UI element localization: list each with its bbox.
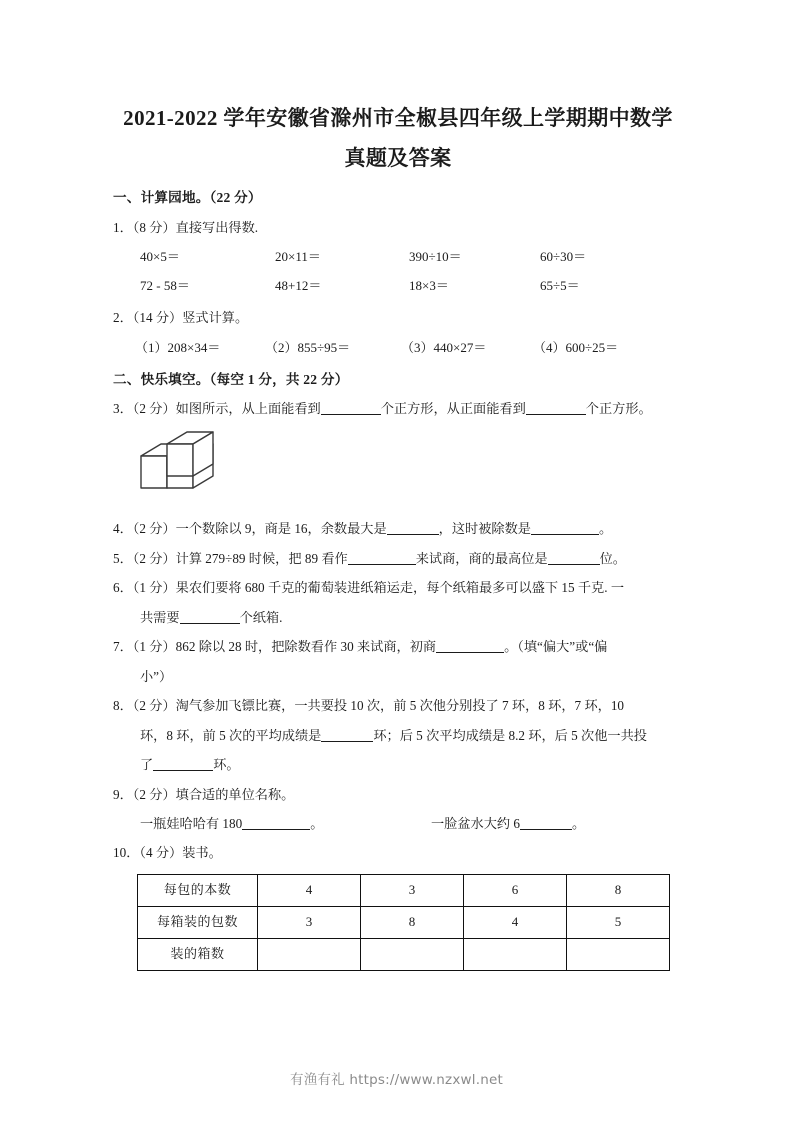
exam-content bbox=[113, 183, 683, 971]
watermark-brand: 有渔有礼 bbox=[290, 1072, 345, 1087]
q4-blank-1[interactable] bbox=[387, 521, 439, 535]
table-cell[interactable] bbox=[361, 938, 464, 970]
question-9-prompt: 9．（2 分）填合适的单位名称。 bbox=[113, 786, 295, 802]
section-heading-1: 一、计算园地。（22 分） bbox=[113, 190, 262, 205]
question-8 bbox=[113, 691, 683, 780]
question-3-text bbox=[113, 394, 683, 424]
question-3 bbox=[113, 394, 683, 508]
q1-r1-c4: 60÷30＝ bbox=[540, 249, 587, 264]
question-8-line-1: 8．（2 分）淘气参加飞镖比赛，一共要投 10 次，前 5 次他分别投了 7 环，8 环，7 环，10 bbox=[113, 698, 625, 713]
table-cell[interactable]: 8 bbox=[567, 874, 670, 906]
page-title-line-2: 真题及答案 bbox=[344, 146, 452, 170]
page-title-line-1: 2021-2022 学年安徽省滁州市全椒县四年级上学期期中数学 bbox=[123, 106, 673, 130]
page-title bbox=[100, 98, 696, 178]
question-8-line-3 bbox=[113, 750, 683, 780]
q9-item-2-text: 一脸盆水大约 6 bbox=[431, 816, 521, 831]
q8-blank-2[interactable] bbox=[153, 757, 213, 771]
question-2 bbox=[113, 303, 683, 362]
question-1-row-1 bbox=[113, 242, 683, 271]
question-6-line-2 bbox=[113, 603, 683, 633]
watermark-url: https://www.nzxwl.net bbox=[349, 1072, 503, 1088]
q5-blank-2[interactable] bbox=[548, 551, 600, 565]
question-1-prompt: 1．（8 分）直接写出得数. bbox=[113, 219, 259, 235]
question-2-items bbox=[113, 333, 683, 362]
q4-text-b: ，这时被除数是 bbox=[438, 521, 531, 536]
cube-stack-figure bbox=[135, 426, 231, 498]
q3-text-c: 个正方形。 bbox=[585, 401, 652, 416]
q9-blank-1[interactable] bbox=[242, 816, 310, 830]
q9-item-1-period: 。 bbox=[310, 816, 324, 831]
table-cell[interactable]: 3 bbox=[258, 906, 361, 938]
q3-text-a: 3．（2 分）如图所示，从上面能看到 bbox=[113, 401, 321, 416]
table-row-label: 每包的本数 bbox=[138, 874, 258, 906]
q5-blank-1[interactable] bbox=[348, 551, 416, 565]
table-cell[interactable]: 3 bbox=[361, 874, 464, 906]
table-cell[interactable] bbox=[464, 938, 567, 970]
q5-text-c: 位。 bbox=[599, 550, 626, 566]
q8-text-a: 环，8 环，前 5 次的平均成绩是 bbox=[140, 727, 322, 743]
q3-blank-2[interactable] bbox=[526, 401, 586, 415]
question-5-text bbox=[113, 544, 683, 574]
q4-blank-2[interactable] bbox=[531, 521, 599, 535]
q7-blank-1[interactable] bbox=[436, 639, 504, 653]
table-cell[interactable]: 6 bbox=[464, 874, 567, 906]
section-heading-2: 二、快乐填空。（每空 1 分，共 22 分） bbox=[113, 371, 349, 387]
q7-text-b: 。（填“偏大”或“偏 bbox=[504, 639, 608, 654]
q1-r1-c2: 20×11＝ bbox=[275, 249, 321, 264]
table-row bbox=[138, 938, 670, 970]
question-5 bbox=[113, 544, 683, 574]
question-4-text bbox=[113, 514, 683, 544]
q1-r2-c3: 18×3＝ bbox=[409, 278, 449, 293]
q4-text-a: 4．（2 分）一个数除以 9，商是 16，余数最大是 bbox=[113, 521, 387, 536]
table-cell[interactable] bbox=[258, 938, 361, 970]
question-8-line-2 bbox=[113, 721, 683, 751]
q7-text-a: 7．（1 分）862 除以 28 时，把除数看作 30 来试商，初商 bbox=[113, 639, 437, 654]
q2-item-4: （4）600÷25＝ bbox=[533, 339, 619, 355]
q5-text-a: 5．（2 分）计算 279÷89 时候，把 89 看作 bbox=[113, 550, 348, 566]
q3-text-b: 个正方形，从正面能看到 bbox=[380, 401, 526, 416]
footer-watermark bbox=[0, 1068, 793, 1088]
q9-item-1 bbox=[140, 809, 323, 839]
q8-text-d: 环。 bbox=[213, 757, 240, 772]
question-9-items bbox=[113, 809, 683, 838]
q1-r2-c1: 72 - 58＝ bbox=[140, 278, 190, 293]
q9-item-1-text: 一瓶娃哈哈有 180 bbox=[140, 816, 243, 831]
table-row-label: 每箱装的包数 bbox=[138, 906, 258, 938]
q8-text-b: 环；后 5 次平均成绩是 8.2 环，后 5 次他一共投 bbox=[373, 727, 647, 743]
table-row bbox=[138, 874, 670, 906]
question-6 bbox=[113, 573, 683, 632]
question-10 bbox=[113, 838, 683, 971]
q2-item-1: （1）208×34＝ bbox=[135, 339, 221, 355]
q6-blank-1[interactable] bbox=[180, 610, 240, 624]
question-10-prompt: 10．（4 分）装书。 bbox=[113, 845, 222, 860]
q2-item-3: （3）440×27＝ bbox=[401, 339, 487, 355]
q9-item-2-period: 。 bbox=[572, 816, 586, 831]
q6-text-b: 个纸箱. bbox=[239, 609, 283, 625]
q1-r1-c3: 390÷10＝ bbox=[409, 249, 462, 264]
q9-item-2 bbox=[431, 809, 585, 839]
q3-blank-1[interactable] bbox=[321, 401, 381, 415]
table-cell[interactable]: 5 bbox=[567, 906, 670, 938]
q4-text-c: 。 bbox=[598, 521, 613, 536]
q8-text-c: 了 bbox=[140, 757, 154, 772]
q5-text-b: 来试商，商的最高位是 bbox=[415, 550, 548, 566]
table-row bbox=[138, 906, 670, 938]
question-6-line-1: 6．（1 分）果农们要将 680 千克的葡萄装进纸箱运走，每个纸箱最多可以盛下 15 千克. 一 bbox=[113, 580, 625, 595]
q1-r2-c4: 65÷5＝ bbox=[540, 278, 580, 293]
question-9 bbox=[113, 780, 683, 839]
q2-item-2: （2）855÷95＝ bbox=[265, 339, 351, 355]
table-cell[interactable]: 4 bbox=[464, 906, 567, 938]
table-cell[interactable]: 8 bbox=[361, 906, 464, 938]
question-1 bbox=[113, 213, 683, 301]
question-2-prompt: 2．（14 分）竖式计算。 bbox=[113, 310, 249, 325]
table-row-label: 装的箱数 bbox=[138, 938, 258, 970]
book-packing-table bbox=[137, 874, 670, 971]
question-1-row-2 bbox=[113, 271, 683, 300]
q1-r1-c1: 40×5＝ bbox=[140, 249, 180, 264]
q8-blank-1[interactable] bbox=[321, 728, 373, 742]
table-cell[interactable]: 4 bbox=[258, 874, 361, 906]
q9-blank-2[interactable] bbox=[520, 816, 572, 830]
question-7 bbox=[113, 632, 683, 691]
q1-r2-c2: 48+12＝ bbox=[275, 278, 322, 293]
table-cell[interactable] bbox=[567, 938, 670, 970]
question-4 bbox=[113, 514, 683, 544]
question-7-line-2: 小”） bbox=[140, 668, 173, 684]
q6-text-a: 共需要 bbox=[140, 609, 180, 625]
question-7-line-1 bbox=[113, 632, 683, 662]
